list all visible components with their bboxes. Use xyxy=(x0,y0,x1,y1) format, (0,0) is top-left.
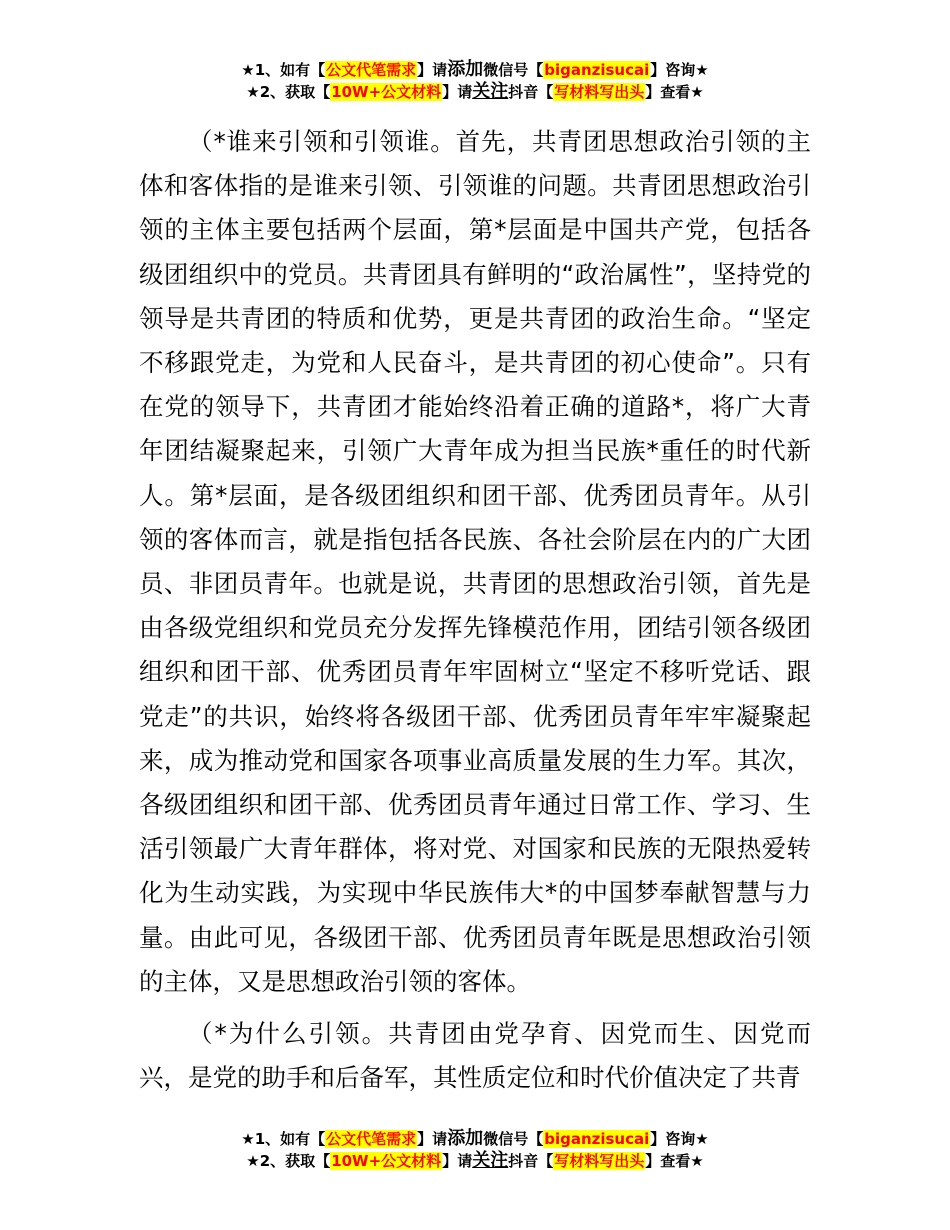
promo-highlight: 10W+公文材料 xyxy=(331,83,442,101)
promo-wechat-id: biganzisucai xyxy=(544,61,650,79)
promo-text: 抖音【 xyxy=(508,83,554,101)
promo-text: ★1、如有【 xyxy=(241,1130,326,1148)
promo-text: ★1、如有【 xyxy=(241,61,326,79)
promo-text: 微信号【 xyxy=(483,61,544,79)
header-promo-banner xyxy=(0,59,950,103)
promo-emphasis: 添加 xyxy=(447,59,484,80)
promo-emphasis: 添加 xyxy=(447,1128,484,1149)
promo-wechat-id: biganzisucai xyxy=(544,1130,650,1148)
promo-text: 】咨询★ xyxy=(650,61,709,79)
promo-emphasis: 关注 xyxy=(472,1150,509,1171)
promo-text: 】请 xyxy=(442,83,473,101)
footer-promo-banner xyxy=(0,1128,950,1172)
promo-text: 】请 xyxy=(442,1152,473,1170)
promo-text: 】请 xyxy=(417,61,448,79)
promo-text: 】咨询★ xyxy=(650,1130,709,1148)
promo-emphasis: 关注 xyxy=(472,81,509,102)
document-body xyxy=(139,120,811,1100)
promo-highlight: 公文代笔需求 xyxy=(326,61,417,79)
promo-text: 】请 xyxy=(417,1130,448,1148)
promo-line-1 xyxy=(0,1128,950,1150)
promo-highlight: 10W+公文材料 xyxy=(331,1152,442,1170)
promo-text: ★2、获取【 xyxy=(246,83,331,101)
promo-line-1 xyxy=(0,59,950,81)
promo-text: 】查看★ xyxy=(645,1152,704,1170)
body-paragraph: （*谁来引领和引领谁。首先，共青团思想政治引领的主体和客体指的是谁来引领、引领谁的问题。共青团思想政治引领的主体主要包括两个层面，第*层面是中国共产党，包括各级团组织中的党员。共青团具有鲜明的“政治属性”，坚持党的领导是共青团的特质和优势，更是共青团的政治生命。“坚定不移跟党走，为党和人民奋斗，是共青团的初心使命”。只有在党的领导下，共青团才能始终沿着正确的道路*，将广大青年团结凝聚起来，引领广大青年成为担当民族*重任的时代新人。第*层面，是各级团组织和团干部、优秀团员青年。从引领的客体而言，就是指包括各民族、各社会阶层在内的广大团员、非团员青年。也就是说，共青团的思想政治引领，首先是由各级党组织和党员充分发挥先锋模范作用，团结引领各级团组织和团干部、优秀团员青年牢固树立“坚定不移听党话、跟党走”的共识，始终将各级团干部、优秀团员青年牢牢凝聚起来，成为推动党和国家各项事业高质量发展的生力军。其次，各级团组织和团干部、优秀团员青年通过日常工作、学习、生活引领最广大青年群体，将对党、对国家和民族的无限热爱转化为生动实践，为实现中华民族伟大*的中国梦奉献智慧与力量。由此可见，各级团干部、优秀团员青年既是思想政治引领的主体，又是思想政治引领的客体。 xyxy=(139,127,811,996)
promo-douyin-id: 写材料写出头 xyxy=(554,1152,645,1170)
promo-text: ★2、获取【 xyxy=(246,1152,331,1170)
promo-highlight: 公文代笔需求 xyxy=(326,1130,417,1148)
promo-text: 】查看★ xyxy=(645,83,704,101)
promo-line-2 xyxy=(0,81,950,103)
promo-text: 微信号【 xyxy=(483,1130,544,1148)
promo-line-2 xyxy=(0,1150,950,1172)
promo-douyin-id: 写材料写出头 xyxy=(554,83,645,101)
body-paragraph: （*为什么引领。共青团由党孕育、因党而生、因党而兴，是党的助手和后备军，其性质定位和时代价值决定了共青 xyxy=(139,1019,811,1093)
promo-text: 抖音【 xyxy=(508,1152,554,1170)
